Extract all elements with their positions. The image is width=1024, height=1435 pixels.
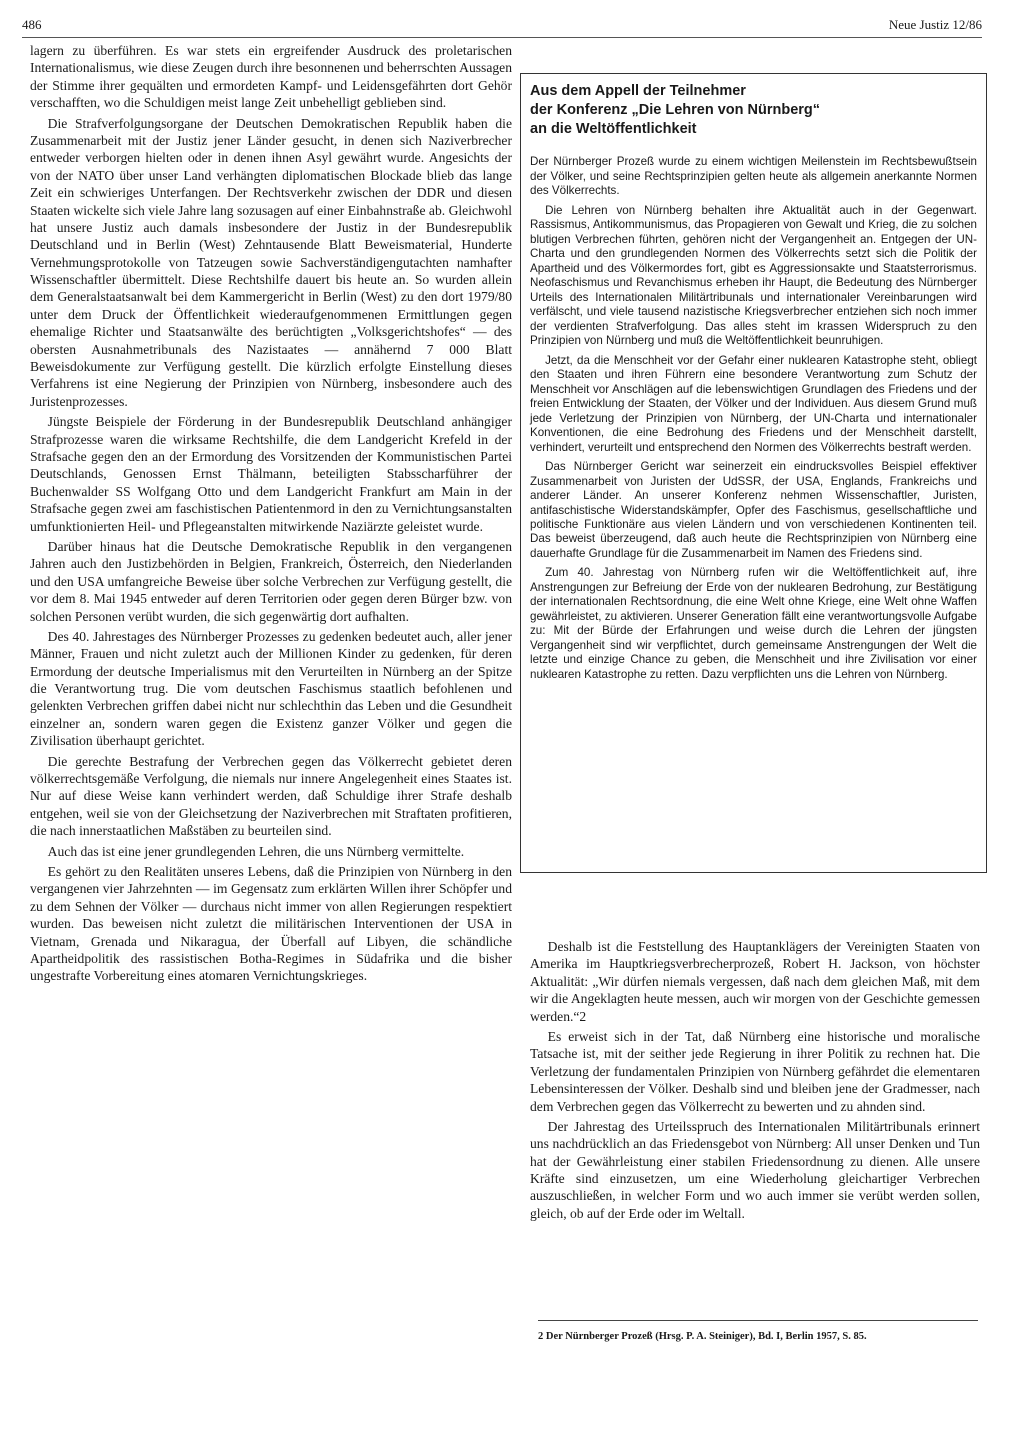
paragraph: Die Strafverfolgungsorgane der Deutschen Demokratischen Republik haben die Zusammenarbeit mit der Justiz jener Länder gesucht, in denen sich Naziverbrecher entweder verborgen hielten oder in denen ihnen Asyl gewährt wurde. Angesichts der von der NATO über unser Land verhängten diplomatischen Blockade blieb das lange Zeit ein schwieriges Unterfangen. Der Rechtsverkehr zwischen der DDR und diesen Staaten wickelte sich viele Jahre lang sozusagen auf einer Einbahnstraße ab. Gleichwohl hat unsere Justiz auch damals insbesondere der Justiz in der Bundesrepublik Deutschland und in Berlin (West) Zehntausende Blatt Beweismaterial, Hunderte Vernehmungsprotokolle von Tatzeugen sowie Sachverständigengutachten namhafter Wissenschaftler übermittelt. Diese Rechtshilfe dauert bis heute an. So wurden allein dem Generalstaatsanwalt bei dem Kammergericht in Berlin (West) zu den dort 1979/80 unter dem Druck der Öffentlichkeit wiederaufgenommenen Ermittlungen gegen ehemalige Richter und Staatsanwälte des berüchtigten „Volksgerichtshofes“ — des obersten Ausnahmetribunals des Nazistaates — annähernd 7 000 Blatt Beweisdokumente zur Verfügung gestellt. Die kürzlich erfolgte Einstellung dieses Verfahrens ist eine Negierung der Prinzipien von Nürnberg, insbesondere auch des Juristenprozesses. (30, 115, 512, 409)
paragraph: Es erweist sich in der Tat, daß Nürnberg eine historische und moralische Tatsache ist, mit der seither jede Regierung in ihrer Politik zu rechnen hat. Die Verletzung der fundamentalen Prinzipien von Nürnberg gefährdet die elementaren Lebensinteressen der Völker. Deshalb sind und bleiben jene der Gradmesser, nach dem Verbrechen gegen das Völkerrecht zu bewerten und zu ahnden sind. (530, 1028, 980, 1114)
paragraph: Jüngste Beispiele der Förderung in der Bundesrepublik Deutschland anhängiger Strafprozesse waren die wirksame Rechtshilfe, die dem Landgericht Krefeld in der Strafsache gegen den an der Ermordung des Vorsitzenden der Kommunistischen Partei Deutschlands, Genossen Ernst Thälmann, beteiligten Stabsscharführer der Buchenwalder SS Wolfgang Otto und dem Landgericht Frankfurt am Main in der Strafsache gegen zwei am faschistischen Patientenmord in den zu Vernichtungsanstalten umfunktionierten Heil- und Pflegeanstalten mitwirkende Naziärzte geleistet wurde. (30, 414, 512, 534)
paragraph: Der Jahrestag des Urteilsspruch des Internationalen Militärtribunals erinnert uns nachdrücklich an das Friedensgebot von Nürnberg: All unser Denken und Tun hat der Gewährleistung einer stabilen Friedensordnung zu dienen. Alle unsere Kräfte sind einzusetzen, um eine Wiederholung gleichartiger Verbrechen auszuschließen, in welcher Form und wo auch immer sie verübt werden sollen, gleich, ob auf der Erde oder im Weltall. (530, 1118, 980, 1221)
paragraph: Die gerechte Bestrafung der Verbrechen gegen das Völkerrecht gebietet deren völkerrechtsgemäße Verfolgung, die niemals nur innere Angelegenheit eines Staates ist. Nur auf diese Weise kann verhindert werden, daß Schuldige ihrer Strafe deshalb entgehen, weil sie von der Gleichsetzung der Naziverbrechen mit Straftaten profitieren, die nach innerstaatlichen Maßstäben zu beurteilen sind. (30, 753, 512, 839)
page-number: 486 (22, 17, 42, 32)
appeal-paragraph: Die Lehren von Nürnberg behalten ihre Aktualität auch in der Gegenwart. Rassismus, Antikommunismus, das Propagieren von Gewalt und Krieg, die zu solchen blutigen Verbrechen führten, gehören nicht der Vergangenheit an. Entgegen der UN-Charta und den grundlegenden Normen des Völkerrechts setzt sich die Politik der Apartheid und des Völkermordes fort, gibt es Aggressionsakte und Staatsterrorismus. Neofaschismus und Revanchismus erheben ihr Haupt, die Bedeutung des Nürnberger Urteils des Internationalen Militärtribunals und internationaler Vereinbarungen wird verfälscht, und viele tausend nazistische Kriegsverbrecher entziehen sich noch immer der verdienten Strafverfolgung. Das alles steht im krassen Widerspruch zu den Prinzipien von Nürnberg und muß die Weltöffentlichkeit beunruhigen. (530, 203, 977, 348)
appeal-paragraph: Zum 40. Jahrestag von Nürnberg rufen wir die Weltöffentlichkeit auf, ihre Anstrengungen zur Befreiung der Erde von der nuklearen Bedrohung, zur Bestätigung der internationalen Rechtsordnung, die eine Welt ohne Kriege, eine Welt ohne Waffen gewährleistet, zu aktivieren. Unserer Generation fällt eine verantwortungsvolle Aufgabe zu: Mit der Bürde der Erfahrungen und weise durch die Lehren der jüngsten Vergangenheit sind wir verpflichtet, durch gemeinsame Anstrengungen der Welt die letzte und einzige Chance zu geben, die Menschheit und ihre Zivilisation vor einer nuklearen Katastrophe zu retten. Dazu verpflichten uns die Lehren von Nürnberg. (530, 566, 977, 681)
header-rule (22, 37, 982, 38)
paragraph: lagern zu überführen. Es war stets ein ergreifender Ausdruck des proletarischen Internationalismus, wie diese Zeugen durch ihre besonnenen und beherrschten Aussagen der Stimme ihrer gequälten und ermordeten Kampf- und Leidensgefährten dort Gehör verschafften, wo die Schuldigen meist lange Zeit unbehelligt geblieben sind. (30, 43, 512, 111)
appeal-box (520, 73, 987, 873)
appeal-box-title: Aus dem Appell der Teilnehmer der Konferenz „Die Lehren von Nürnberg“ an die Weltöffentlichkeit (530, 83, 821, 138)
footnote-rule (538, 1320, 978, 1321)
journal-title: Neue Justiz 12/86 (888, 17, 982, 32)
paragraph: Darüber hinaus hat die Deutsche Demokratische Republik in den vergangenen Jahren auch den Justizbehörden in Belgien, Frankreich, Österreich, den Niederlanden und den USA umfangreiche Beweise über solche Verbrechen zur Verfügung gestellt, die vor dem 8. Mai 1945 entweder auf deren Territorien oder gegen deren Bürger bzw. von solchen Personen verübt wurden, die sich gegenwärtig dort aufhalten. (30, 538, 512, 624)
footnote: 2 Der Nürnberger Prozeß (Hrsg. P. A. Steiniger), Bd. I, Berlin 1957, S. 85. (538, 1331, 867, 1342)
paragraph: Es gehört zu den Realitäten unseres Lebens, daß die Prinzipien von Nürnberg in den vergangenen vier Jahrzehnten — im Gegensatz zum erklärten Willen ihrer Schöpfer und zu dem Sehnen der Völker — durchaus nicht immer von allen Regierungen respektiert wurden. Das beweisen nicht zuletzt die militärischen Interventionen der USA in Vietnam, Grenada und Nikaragua, der Überfall auf Libyen, die schändliche Apartheidpolitik des rassistischen Botha-Regimes in Südafrika und die bisher ungestrafte Vorbereitung eines atomaren Vernichtungskrieges. (30, 863, 512, 984)
paragraph: Deshalb ist die Feststellung des Hauptanklägers der Vereinigten Staaten von Amerika im Hauptkriegsverbrecherprozeß, Robert H. Jackson, von höchster Aktualität: „Wir dürfen niemals vergessen, daß nach dem gleichen Maß, mit dem wir die Angeklagten heute messen, auch wir morgen von der Geschichte gemessen werden.“2 (530, 939, 980, 1024)
appeal-paragraph: Jetzt, da die Menschheit vor der Gefahr einer nuklearen Katastrophe steht, obliegt den Staaten und ihren Führern eine besondere Verantwortung zum Schutz der Menschheit vor Anschlägen auf die lebenswichtigen Grundlagen des Friedens und der freien Entwicklung der Staaten, der Völker und der Individuen. Aus diesem Grund muß jede Verletzung der Prinzipien von Nürnberg, der UN-Charta und internationaler Konventionen, die eine Bedrohung des Friedens und der Menschheit darstellt, verhindert, verurteilt und entsprechend den Normen des Völkerrechts bestraft werden. (530, 353, 977, 454)
left-column (30, 42, 512, 1412)
paragraph: Des 40. Jahrestages des Nürnberger Prozesses zu gedenken bedeutet auch, aller jener Männer, Frauen und nicht zuletzt auch der Millionen Kinder zu gedenken, für deren Ermordung der deutsche Imperialismus mit den Verurteilten in Nürnberg an der Spitze die Verantwortung trug. Die vom deutschen Faschismus staatlich befohlenen und gelenkten Verbrechen griffen dabei nicht nur schlechthin das Leben und die Gesundheit einzelner an, sondern waren gegen die Existenz ganzer Völker und gegen die Zivilisation überhaupt gerichtet. (30, 628, 512, 749)
appeal-paragraph: Der Nürnberger Prozeß wurde zu einem wichtigen Meilenstein im Rechtsbewußtsein der Völker, und seine Rechtsprinzipien gelten heute als allgemein anerkannte Normen des Völkerrechts. (530, 155, 977, 198)
paragraph: Auch das ist eine jener grundlegenden Lehren, die uns Nürnberg vermittelte. (47, 843, 465, 859)
appeal-paragraph: Das Nürnberger Gericht war seinerzeit ein eindrucksvolles Beispiel effektiver Zusammenarbeit von Juristen der UdSSR, der USA, Englands, Frankreichs und anderer Länder. An unserer Konferenz nehmen Wissenschaftler, Juristen, antifaschistische Widerstandskämpfer, Opfer des Faschismus, gesellschaftliche und politische Funktionäre aus vielen Ländern und von verschiedenen Kontinenten teil. Das beweist überzeugend, daß auch heute die Rechtsprinzipien von Nürnberg eine dauerhafte Grundlage für die Zusammenarbeit im Namen des Friedens sind. (530, 460, 977, 560)
right-column (530, 938, 980, 1318)
